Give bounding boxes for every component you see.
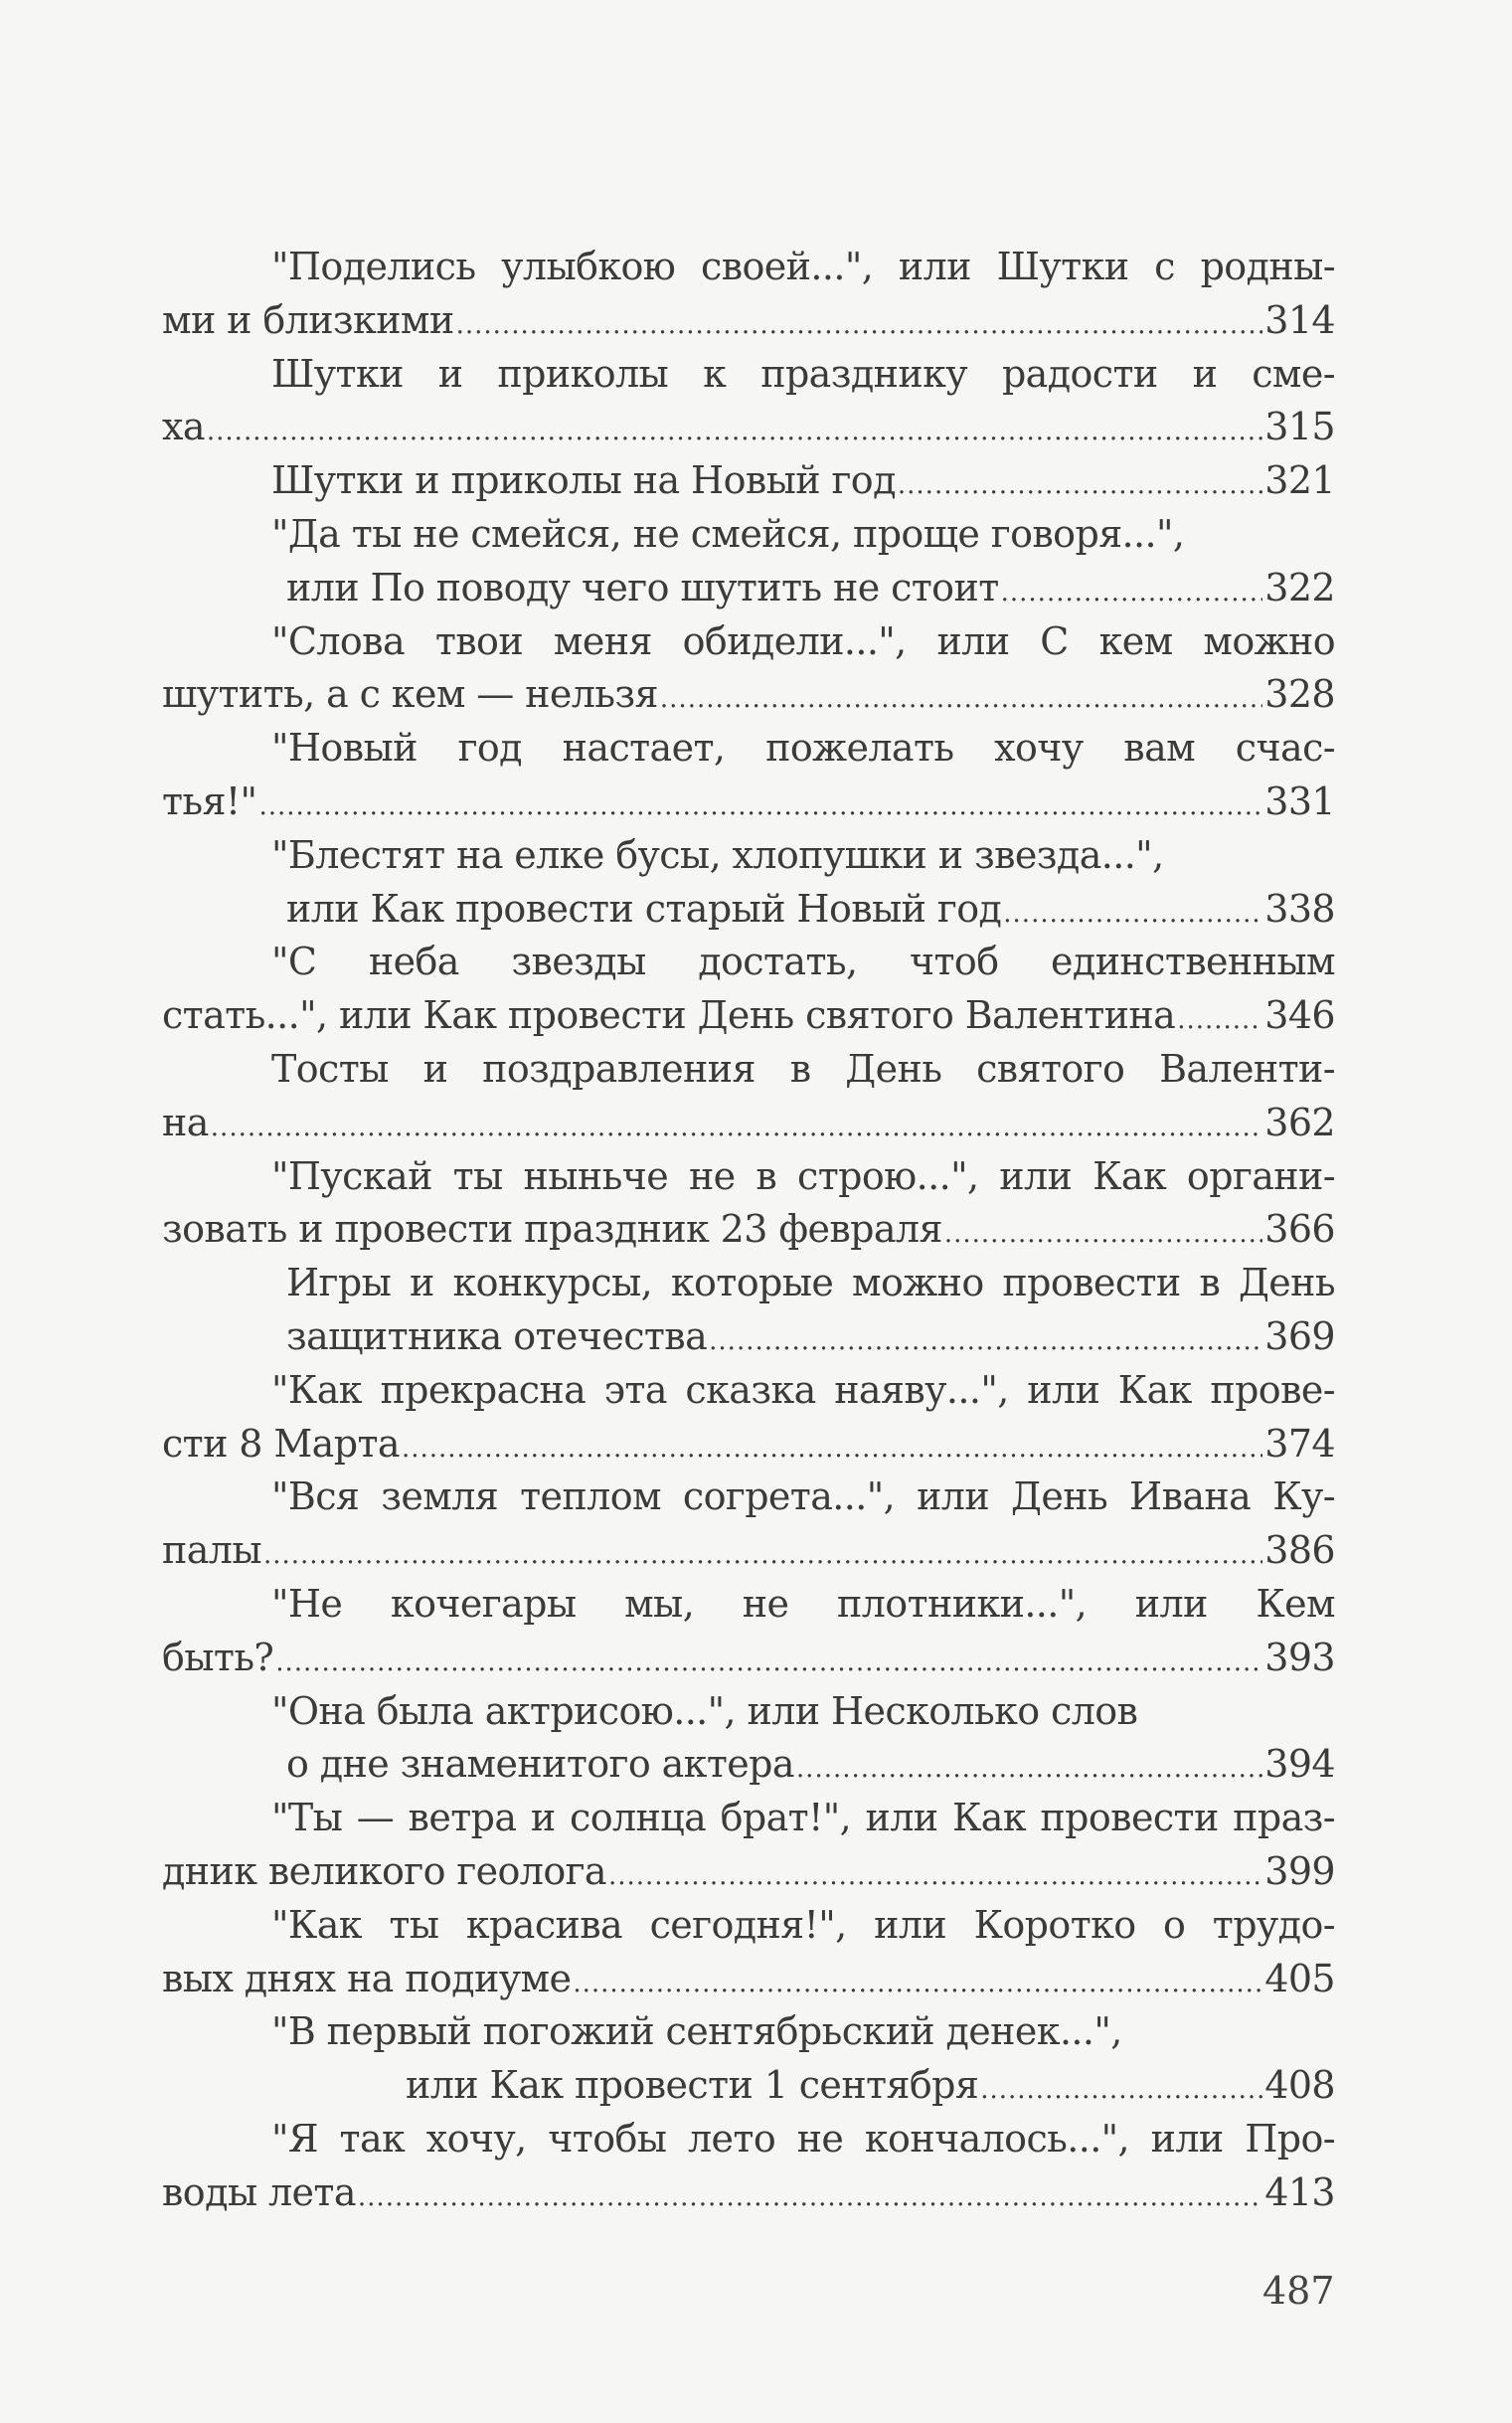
dot-leader <box>1001 567 1263 620</box>
dot-leader <box>207 406 1262 459</box>
dot-leader <box>980 2064 1262 2118</box>
toc-entry-line: защитника отечества ..... 369 <box>162 1310 1335 1364</box>
toc-entry-line: "Поделись улыбкою своей...", или Шутки с родны- <box>271 245 1335 288</box>
toc-page-number: 413 <box>1264 2169 1335 2214</box>
toc-page-number: 394 <box>1264 1742 1335 1787</box>
toc-page-number: 408 <box>1264 2063 1335 2108</box>
toc-entry-line: или По поводу чего шутить не стоит ..... 322 <box>162 562 1335 615</box>
toc-page-number: 315 <box>1264 405 1335 449</box>
toc-entry-line: тья!" ..... 331 <box>162 776 1335 829</box>
toc-entry-line: о дне знаменитого актера ..... 394 <box>162 1738 1335 1792</box>
dot-leader <box>573 1958 1262 2011</box>
toc-entry-line: "Да ты не смейся, не смейся, проще говоря...", <box>271 511 1185 556</box>
dot-leader <box>660 673 1262 727</box>
dot-leader <box>275 1637 1262 1690</box>
toc-entry-line: "Новый год настает, пожелать хочу вам счас- <box>271 726 1335 771</box>
toc-entry-line: ми и близкими ..... 314 <box>162 294 1335 348</box>
toc-entry-line: быть? ..... 393 <box>162 1632 1335 1685</box>
toc-page-number: 321 <box>1264 458 1335 503</box>
toc-page-number: 393 <box>1264 1635 1335 1679</box>
dot-leader <box>258 780 1262 834</box>
toc-entry-line: шутить, а с кем — нельзя ..... 328 <box>162 668 1335 722</box>
toc-page-number: 362 <box>1264 1100 1335 1144</box>
toc-page-number: 369 <box>1264 1313 1335 1358</box>
toc-entry-line: Тосты и поздравления в День святого Валенти- <box>271 1046 1335 1091</box>
page-number: 487 <box>1262 2269 1335 2313</box>
toc-entry-line: Шутки и приколы на Новый год ..... 321 <box>162 454 1335 508</box>
toc-entry-line: "Как прекрасна эта сказка наяву...", или Как прове- <box>271 1367 1335 1412</box>
toc-page-number: 338 <box>1264 886 1335 931</box>
toc-entry-line: или Как провести старый Новый год ..... 338 <box>162 883 1335 937</box>
toc-entry-line: "Не кочегары мы, не плотники...", или Кем <box>271 1581 1335 1626</box>
toc-entry-line: палы ..... 386 <box>162 1524 1335 1578</box>
toc-entry-line: или Как провести 1 сентября ..... 408 <box>162 2059 1335 2113</box>
toc-entry-line: Игры и конкурсы, которые можно провести в День <box>286 1261 1335 1305</box>
toc-entry-line: "С неба звезды достать, чтоб единственным <box>271 940 1335 984</box>
dot-leader <box>358 2171 1262 2225</box>
dot-leader <box>1003 888 1262 942</box>
dot-leader <box>211 1102 1262 1155</box>
dot-leader <box>608 1850 1262 1904</box>
toc-page-number: 386 <box>1264 1528 1335 1573</box>
dot-leader <box>456 299 1263 353</box>
toc-page-number: 366 <box>1264 1207 1335 1252</box>
dot-leader <box>263 1529 1262 1583</box>
toc-entry-line: Шутки и приколы к празднику радости и сме- <box>271 351 1335 396</box>
table-of-contents <box>162 241 1335 2219</box>
dot-leader <box>402 1423 1262 1476</box>
toc-entry-line: "Я так хочу, чтобы лето не кончалось...", или Про- <box>271 2116 1335 2161</box>
toc-entry-line: "Ты — ветра и солнца брат!", или Как провести праз- <box>271 1796 1335 1840</box>
toc-entry-line: вых днях на подиуме ..... 405 <box>162 1953 1335 2006</box>
toc-page-number: 328 <box>1264 672 1335 717</box>
toc-entry-line: "Слова твои меня обидели...", или С кем можно <box>271 618 1335 663</box>
dot-leader <box>898 459 1262 513</box>
toc-entry-line: на ..... 362 <box>162 1097 1335 1150</box>
toc-page-number: 322 <box>1264 565 1335 609</box>
toc-entry-line: "Как ты красива сегодня!", или Коротко о трудо- <box>271 1902 1335 1947</box>
toc-entry-line: зовать и провести праздник 23 февраля ..... 366 <box>162 1203 1335 1257</box>
toc-entry-line: воды лета ..... 413 <box>162 2166 1335 2220</box>
toc-entry-line: "Пускай ты ныньче не в строю...", или Как органи- <box>271 1153 1335 1198</box>
toc-page-number: 405 <box>1264 1956 1335 2000</box>
toc-entry-line: "Вся земля теплом согрета...", или День Ивана Ку- <box>271 1474 1335 1519</box>
toc-page-number: 314 <box>1264 297 1335 342</box>
toc-page-number: 346 <box>1264 993 1335 1038</box>
toc-page-number: 399 <box>1264 1848 1335 1893</box>
toc-entry-line: "Она была актрисою...", или Несколько слов <box>271 1688 1138 1733</box>
toc-entry-line: "Блестят на елке бусы, хлопушки и звезда...", <box>271 832 1164 877</box>
dot-leader <box>709 1315 1262 1369</box>
toc-entry-line: сти 8 Марта ..... 374 <box>162 1418 1335 1471</box>
toc-entry-line: "В первый погожий сентябрьский денек...", <box>271 2009 1122 2054</box>
toc-entry-line: стать...", или Как провести День святого Валентина ..... 346 <box>162 989 1335 1043</box>
toc-entry-line: ха ..... 315 <box>162 401 1335 454</box>
dot-leader <box>796 1743 1262 1797</box>
toc-page-number: 331 <box>1264 779 1335 823</box>
dot-leader <box>1177 994 1262 1048</box>
toc-page-number: 374 <box>1264 1421 1335 1466</box>
toc-entry-line: дник великого геолога ..... 399 <box>162 1845 1335 1899</box>
dot-leader <box>944 1208 1262 1262</box>
